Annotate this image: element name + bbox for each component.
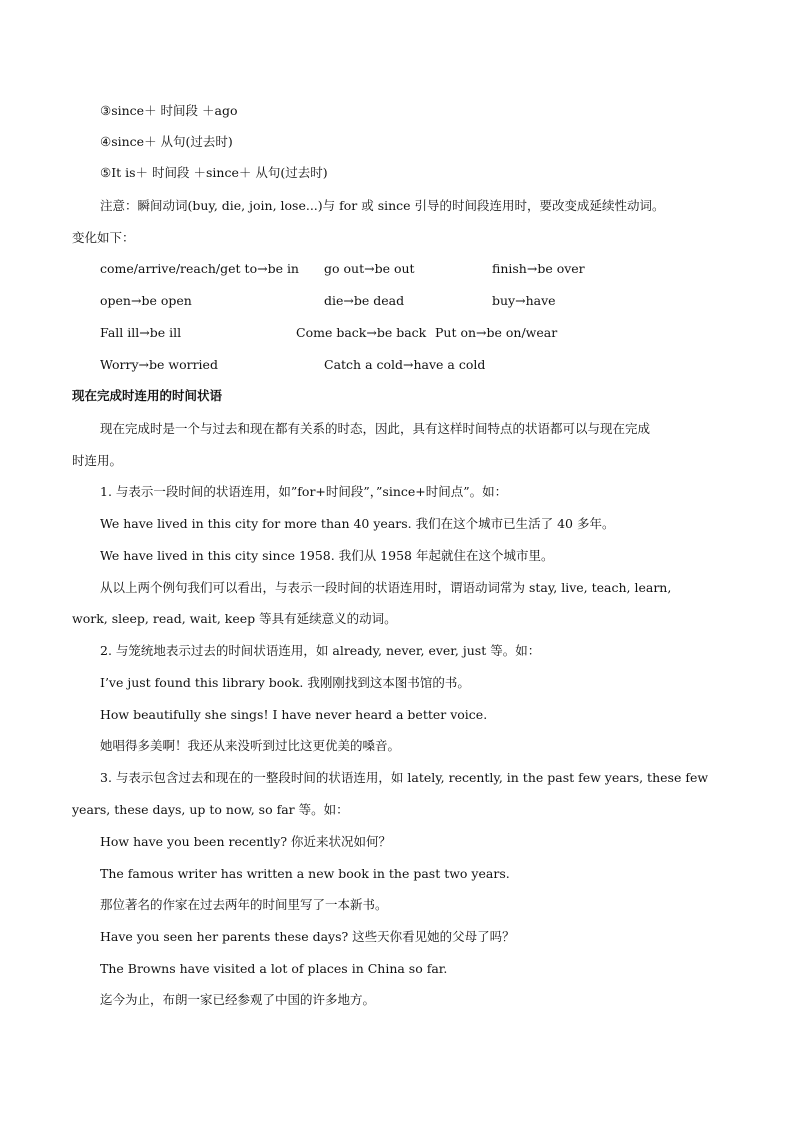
- conversion-item: finish→be over: [492, 261, 585, 276]
- example-translation: 那位著名的作家在过去两年的时间里写了一本新书。: [100, 897, 388, 912]
- rule-3-line-2: years, these days, up to now, so far 等。如：: [72, 802, 349, 817]
- rule-2: 2. 与笼统地表示过去的时间状语连用，如 already, never, ever, just 等。如：: [100, 643, 541, 658]
- conversion-item: Worry→be worried: [100, 357, 218, 372]
- intro-line-2: 时连用。: [72, 453, 123, 468]
- pattern-it-is-since: ⑤It is＋ 时间段 ＋since＋ 从句(过去时): [100, 165, 328, 180]
- pattern-since-clause: ④since＋ 从句(过去时): [100, 134, 233, 149]
- rule-1: 1. 与表示一段时间的状语连用，如”for+时间段”，”since+时间点”。如：: [100, 484, 508, 499]
- rule-3-line-1: 3. 与表示包含过去和现在的一整段时间的状语连用，如 lately, recently, in the past few years, these few: [100, 770, 709, 785]
- conversion-item: Put on→be on/wear: [435, 325, 558, 340]
- conversion-item: go out→be out: [324, 261, 415, 276]
- intro-line-1: 现在完成时是一个与过去和现在都有关系的时态，因此，具有这样时间特点的状语都可以与现在完成: [100, 421, 651, 436]
- note-line-1: 注意：瞬间动词(buy, die, join, lose...)与 for 或 since 引导的时间段连用时，要改变成延续性动词。: [100, 198, 665, 213]
- example-sentence: I’ve just found this library book. 我刚刚找到这本图书馆的书。: [100, 675, 470, 690]
- example-sentence: How beautifully she sings! I have never heard a better voice.: [100, 707, 488, 722]
- note-line-2: 变化如下：: [72, 230, 135, 245]
- conversion-item: Come back→be back: [296, 325, 427, 340]
- example-translation: 她唱得多美啊！我还从来没听到过比这更优美的嗓音。: [100, 738, 401, 753]
- conversion-item: buy→have: [492, 293, 556, 308]
- example-sentence: We have lived in this city since 1958. 我们从 1958 年起就住在这个城市里。: [100, 548, 554, 563]
- conversion-item: die→be dead: [324, 293, 405, 308]
- example-sentence: The Browns have visited a lot of places in China so far.: [100, 961, 448, 976]
- rule-1-note-line-1: 从以上两个例句我们可以看出，与表示一段时间的状语连用时，谓语动词常为 stay, live, teach, learn,: [100, 580, 672, 595]
- rule-1-note-line-2: work, sleep, read, wait, keep 等具有延续意义的动词。: [72, 611, 397, 626]
- conversion-item: Catch a cold→have a cold: [324, 357, 486, 372]
- section-heading: 现在完成时连用的时间状语: [72, 388, 223, 403]
- pattern-since-ago: ③since＋ 时间段 ＋ago: [100, 103, 238, 118]
- conversion-item: come/arrive/reach/get to→be in: [100, 261, 299, 276]
- example-sentence: We have lived in this city for more than 40 years. 我们在这个城市已生活了 40 多年。: [100, 516, 615, 531]
- example-sentence: How have you been recently? 你近来状况如何？: [100, 834, 392, 849]
- example-translation: 迄今为止，布朗一家已经参观了中国的许多地方。: [100, 992, 376, 1007]
- example-sentence: Have you seen her parents these days? 这些天你看见她的父母了吗？: [100, 929, 515, 944]
- conversion-item: open→be open: [100, 293, 192, 308]
- example-sentence: The famous writer has written a new book in the past two years.: [100, 866, 510, 881]
- conversion-item: Fall ill→be ill: [100, 325, 182, 340]
